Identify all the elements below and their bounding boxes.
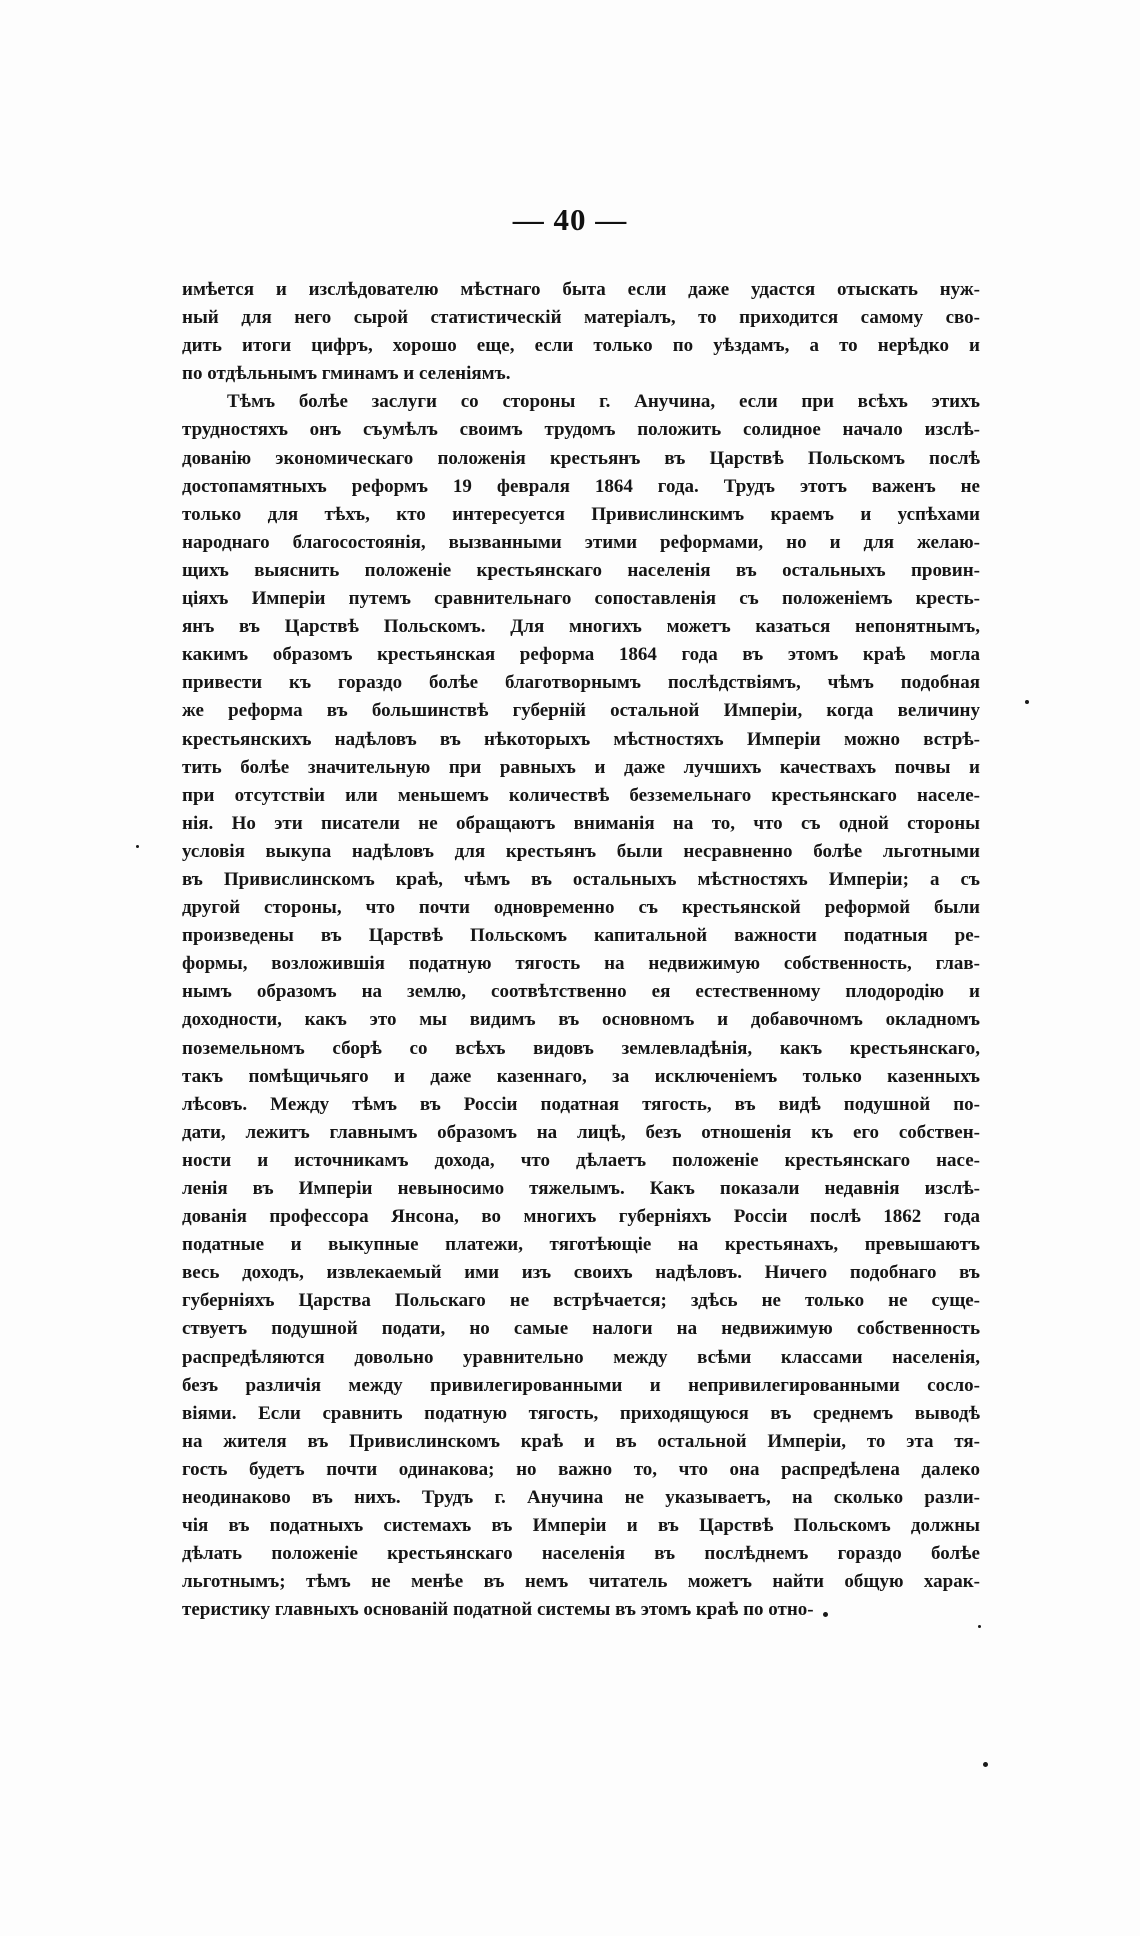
text-line: льготнымъ; тѣмъ не менѣе въ немъ читатель можетъ найти общую харак- <box>182 1571 980 1593</box>
text-line: при отсутствіи или меньшемъ количествѣ безземельнаго крестьянскаго населе- <box>182 784 980 806</box>
text-line: нымъ образомъ на землю, соотвѣтственно ея естественному плодородію и <box>182 981 980 1003</box>
text-line: тить болѣе значительную при равныхъ и даже лучшихъ качествахъ почвы и <box>182 756 980 778</box>
text-line: другой стороны, что почти одновременно съ крестьянской реформой были <box>182 897 980 919</box>
text-line: привести къ гораздо болѣе благотворнымъ послѣдствіямъ, чѣмъ подобная <box>182 672 980 694</box>
text-line: дить итоги цифръ, хорошо еще, если только по уѣздамъ, а то нерѣдко и <box>182 335 980 357</box>
text-line: губерніяхъ Царства Польскаго не встрѣчается; здѣсь не только не суще- <box>182 1290 980 1312</box>
paragraph <box>182 388 980 1624</box>
text-line: ности и источникамъ дохода, что дѣлаетъ положеніе крестьянскаго насе- <box>182 1149 980 1171</box>
print-speck <box>983 1762 988 1767</box>
print-speck <box>136 845 139 848</box>
print-speck <box>978 1625 981 1628</box>
text-line: гость будетъ почти одинакова; но важно то, что она распредѣлена далеко <box>182 1458 980 1480</box>
text-line: по отдѣльнымъ гминамъ и селеніямъ. <box>182 363 511 385</box>
text-line: трудностяхъ онъ съумѣлъ своимъ трудомъ положить солидное начало изслѣ- <box>182 419 980 441</box>
text-line: Тѣмъ болѣе заслуги со стороны г. Анучина, если при всѣхъ этихъ <box>227 391 980 413</box>
text-line: неодинаково въ нихъ. Трудъ г. Анучина не указываетъ, на сколько разли- <box>182 1487 980 1509</box>
text-line: распредѣляются довольно уравнительно между всѣми классами населенія, <box>182 1346 980 1368</box>
text-line: дати, лежитъ главнымъ образомъ на лицѣ, безъ отношенія къ его собствен- <box>182 1121 980 1143</box>
text-line: лѣсовъ. Между тѣмъ въ Россіи податная тягость, въ видѣ подушной по- <box>182 1093 980 1115</box>
text-line: податные и выкупные платежи, тяготѣющіе на крестьянахъ, превышаютъ <box>182 1234 980 1256</box>
text-line: доходности, какъ это мы видимъ въ основномъ и добавочномъ окладномъ <box>182 1009 980 1031</box>
text-line: народнаго благосостоянія, вызванными этими реформами, но и для желаю- <box>182 531 980 553</box>
text-line: дованію экономическаго положенія крестьянъ въ Царствѣ Польскомъ послѣ <box>182 447 980 469</box>
text-line: имѣется и изслѣдователю мѣстнаго быта если даже удастся отыскать нуж- <box>182 279 980 300</box>
text-line: чія въ податныхъ системахъ въ Имперіи и въ Царствѣ Польскомъ должны <box>182 1515 980 1537</box>
text-line: безъ различія между привилегированными и непривилегированными сосло- <box>182 1374 980 1396</box>
text-line: только для тѣхъ, кто интересуется Привислинскимъ краемъ и успѣхами <box>182 503 980 525</box>
text-line: произведены въ Царствѣ Польскомъ капитальной важности податныя ре- <box>182 925 980 947</box>
text-line: достопамятныхъ реформъ 19 февраля 1864 года. Трудъ этотъ важенъ не <box>182 475 980 497</box>
text-line: янъ въ Царствѣ Польскомъ. Для многихъ можетъ казаться непонятнымъ, <box>182 616 980 638</box>
print-speck <box>823 1612 828 1617</box>
body-text <box>182 276 980 1625</box>
text-line: дѣлать положеніе крестьянскаго населенія въ послѣднемъ гораздо болѣе <box>182 1543 980 1565</box>
text-line: ный для него сырой статистическій матеріалъ, то приходится самому сво- <box>182 307 980 329</box>
page-number: — 40 — <box>512 202 628 237</box>
text-line: на жителя въ Привислинскомъ краѣ и въ остальной Имперіи, то эта тя- <box>182 1430 980 1452</box>
text-line: ствуетъ подушной подати, но самые налоги на недвижимую собственность <box>182 1318 980 1340</box>
text-line: віями. Если сравнить податную тягость, приходящуюся въ среднемъ выводѣ <box>182 1402 980 1424</box>
print-speck <box>1025 700 1029 704</box>
text-line: дованія профессора Янсона, во многихъ губерніяхъ Россіи послѣ 1862 года <box>182 1206 980 1228</box>
text-line: какимъ образомъ крестьянская реформа 1864 года въ этомъ краѣ могла <box>182 644 980 666</box>
text-line: крестьянскихъ надѣловъ въ нѣкоторыхъ мѣстностяхъ Имперіи можно встрѣ- <box>182 728 980 750</box>
text-line: ленія въ Имперіи невыносимо тяжелымъ. Какъ показали недавнія изслѣ- <box>182 1178 980 1199</box>
text-line: ціяхъ Имперіи путемъ сравнительнаго сопоставленія съ положеніемъ кресть- <box>182 588 980 610</box>
text-line: въ Привислинскомъ краѣ, чѣмъ въ остальныхъ мѣстностяхъ Имперіи; а съ <box>182 868 980 890</box>
text-line: такъ помѣщичьяго и даже казеннаго, за исключеніемъ только казенныхъ <box>182 1065 980 1087</box>
text-line: щихъ выяснить положеніе крестьянскаго населенія въ остальныхъ провин- <box>182 559 980 581</box>
text-line: весь доходъ, извлекаемый ими изъ своихъ надѣловъ. Ничего подобнаго въ <box>182 1262 980 1284</box>
text-line: условія выкупа надѣловъ для крестьянъ были несравненно болѣе льготными <box>182 840 980 862</box>
paragraph <box>182 276 980 388</box>
text-line: теристику главныхъ основаній податной системы въ этомъ краѣ по отно- <box>182 1599 814 1621</box>
text-line: же реформа въ большинствѣ губерній остальной Имперіи, когда величину <box>182 700 980 722</box>
text-line: поземельномъ сборѣ со всѣхъ видовъ землевладѣнія, какъ крестьянскаго, <box>182 1037 980 1059</box>
text-line: нія. Но эти писатели не обращаютъ вниманія на то, что съ одной стороны <box>182 812 980 834</box>
text-line: формы, возложившія податную тягость на недвижимую собственность, глав- <box>182 953 980 975</box>
